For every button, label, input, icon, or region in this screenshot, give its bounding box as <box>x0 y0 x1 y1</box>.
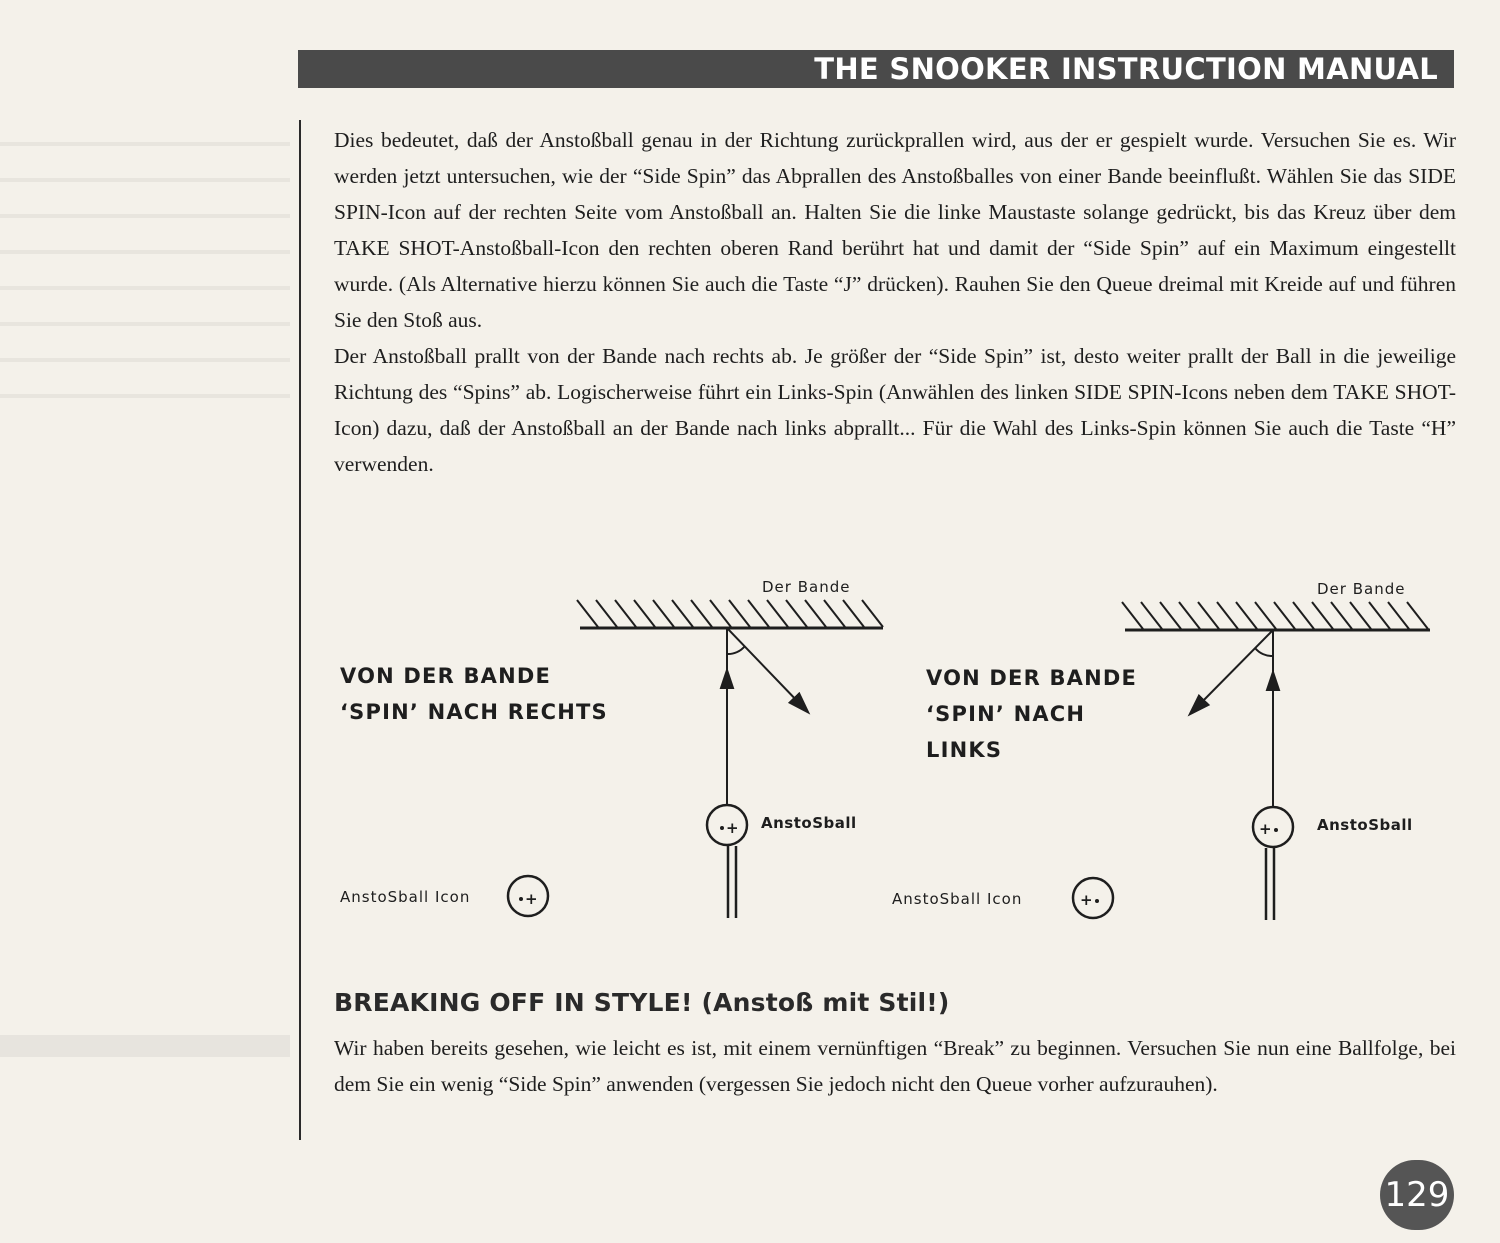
left-title-line-2: ‘SPIN’ NACH RECHTS <box>340 700 608 724</box>
left-cushion-hatch <box>577 600 883 628</box>
body-paragraph-1: Dies bedeutet, daß der Anstoßball genau in der Richtung zurückprallen wird, aus der er gespielt wurde. Versuchen Sie es. Wir werden jetzt untersuchen, wie der “Side Spin” das Abprallen des Anstoßballes von einer Bande beeinflußt. Wählen Sie das SIDE SPIN-Icon auf der rechten Seite vom Anstoßball an. Halten Sie die linke Maustaste solange gedrückt, bis das Kreuz über dem TAKE SHOT-Anstoßball-Icon den rechten oberen Rand berührt hat und damit der “Side Spin” auf ein Maximum eingestellt wurde. (Als Alternative hierzu können Sie auch die Taste “J” drücken). Rauhen Sie den Queue dreimal mit Kreide auf und führen Sie den Stoß aus. <box>334 128 1456 332</box>
right-cue <box>1266 848 1274 920</box>
vertical-rule <box>299 120 301 1140</box>
right-ball-path <box>1196 630 1279 806</box>
svg-text:+: + <box>1080 891 1093 909</box>
section-heading: BREAKING OFF IN STYLE! (Anstoß mit Stil!) <box>334 988 950 1017</box>
body-paragraph-2: Der Anstoßball prallt von der Bande nach rechts ab. Je größer der “Side Spin” ist, desto weiter prallt der Ball in die jeweilige Richtung des “Spins” ab. Logischerweise führt ein Links-Spin (Anwählen des linken SIDE SPIN-Icons neben dem TAKE SHOT-Icon) dazu, daß der Anstoßball an der Bande nach links abprallt... Für die Wahl des Links-Spin können Sie auch die Taste “H” verwenden. <box>334 344 1456 476</box>
svg-text:+: + <box>726 819 739 837</box>
svg-text:+: + <box>1259 820 1272 838</box>
body-text <box>334 122 1456 482</box>
left-title-line-1: VON DER BANDE <box>340 664 552 688</box>
left-ball-label: AnstoSball <box>761 814 857 832</box>
left-icon-mark <box>519 890 538 908</box>
spin-diagram <box>330 570 1460 930</box>
page-header-title: THE SNOOKER INSTRUCTION MANUAL <box>814 52 1438 86</box>
left-cushion-label: Der Bande <box>762 578 851 596</box>
right-icon-ball <box>1073 878 1113 918</box>
section-text <box>334 1030 1456 1102</box>
diagram-drawing <box>330 570 1460 930</box>
left-cue <box>728 846 736 918</box>
right-title-line-1: VON DER BANDE <box>926 666 1138 690</box>
section-paragraph: Wir haben bereits gesehen, wie leicht es ist, mit einem vernünftigen “Break” zu beginnen. Versuchen Sie nun eine Ballfolge, bei dem Sie ein wenig “Side Spin” anwenden (vergessen Sie jedoch nicht den Queue vorher aufzurauhen). <box>334 1036 1456 1096</box>
page-number-badge <box>1380 1160 1454 1230</box>
right-icon-label: AnstoSball Icon <box>892 890 1023 908</box>
page-number: 129 <box>1384 1175 1450 1215</box>
bleed-through-left-lower <box>0 1035 290 1057</box>
svg-text:+: + <box>525 890 538 908</box>
right-cushion-hatch <box>1122 602 1430 630</box>
right-title-line-3: LINKS <box>926 738 1003 762</box>
left-ball-path <box>721 628 802 804</box>
bleed-through-left <box>0 120 290 400</box>
left-icon-label: AnstoSball Icon <box>340 888 471 906</box>
right-icon-mark <box>1080 891 1099 909</box>
right-ball-label: AnstoSball <box>1317 816 1413 834</box>
right-title-line-2: ‘SPIN’ NACH <box>926 702 1086 726</box>
right-cushion-label: Der Bande <box>1317 580 1406 598</box>
header-bar <box>298 50 1454 88</box>
